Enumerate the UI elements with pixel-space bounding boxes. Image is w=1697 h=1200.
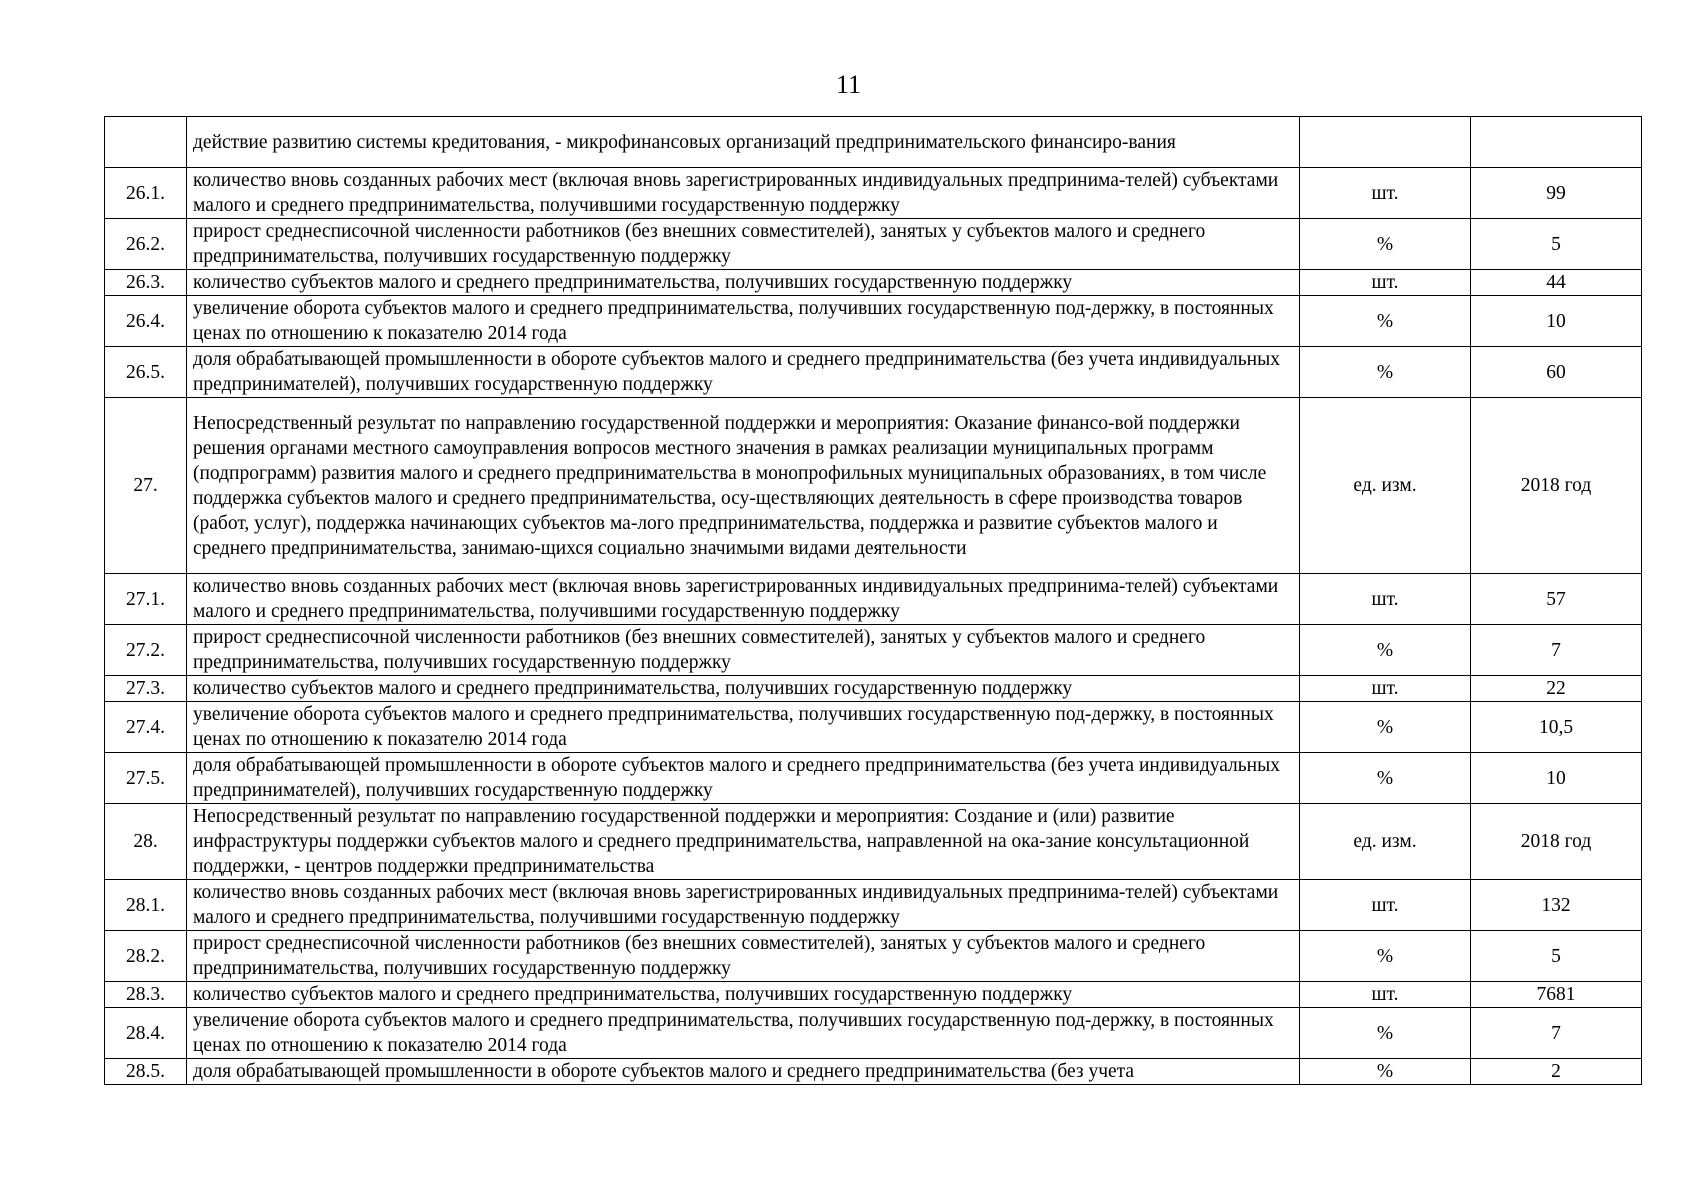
- indicator-text-cell: увеличение оборота субъектов малого и среднего предпринимательства, получивших государственную под-держку, в постоянных ценах по отношению к показателю 2014 года: [187, 1008, 1300, 1059]
- value-cell: 10,5: [1471, 702, 1642, 753]
- row-number-cell: 28.2.: [105, 931, 187, 982]
- value-cell: [1471, 117, 1642, 168]
- indicator-text-cell: количество субъектов малого и среднего предпринимательства, получивших государственную поддержку: [187, 982, 1300, 1008]
- page-number: 11: [835, 70, 862, 99]
- row-number-cell: 28.3.: [105, 982, 187, 1008]
- value-cell: 2018 год: [1471, 398, 1642, 574]
- indicators-table-body: [105, 117, 1642, 1085]
- indicators-table: [104, 116, 1642, 1085]
- row-number-cell: 27.: [105, 398, 187, 574]
- row-number-cell: 26.4.: [105, 296, 187, 347]
- unit-cell: %: [1300, 296, 1471, 347]
- indicator-text-cell: Непосредственный результат по направлению государственной поддержки и мероприятия: Оказание финансо-вой поддержки решения органами местного самоуправления вопросов местного значения в рамках реализации муниципальных программ (подпрограмм) развития малого и среднего предпринимательства в монопрофильных муниципальных образованиях, в том числе поддержка субъектов малого и среднего предпринимательства, осу-ществляющих деятельность в сфере производства товаров (работ, услуг), поддержка начинающих субъектов ма-лого предпринимательства, поддержка и развитие субъектов малого и среднего предпринимательства, занимаю-щихся социально значимыми видами деятельности: [187, 398, 1300, 574]
- indicator-text-cell: прирост среднесписочной численности работников (без внешних совместителей), занятых у субъектов малого и среднего предпринимательства, получивших государственную поддержку: [187, 625, 1300, 676]
- unit-cell: шт.: [1300, 168, 1471, 219]
- unit-cell: %: [1300, 931, 1471, 982]
- row-number-cell: 26.1.: [105, 168, 187, 219]
- indicator-text-cell: прирост среднесписочной численности работников (без внешних совместителей), занятых у субъектов малого и среднего предпринимательства, получивших государственную поддержку: [187, 931, 1300, 982]
- table-row: [105, 702, 1642, 753]
- table-row: [105, 1059, 1642, 1085]
- indicators-table-wrapper: [104, 116, 1641, 1085]
- table-row: [105, 1008, 1642, 1059]
- indicator-text-cell: увеличение оборота субъектов малого и среднего предпринимательства, получивших государственную под-держку, в постоянных ценах по отношению к показателю 2014 года: [187, 296, 1300, 347]
- value-cell: 5: [1471, 219, 1642, 270]
- unit-cell: шт.: [1300, 574, 1471, 625]
- indicator-text-cell: количество вновь созданных рабочих мест (включая вновь зарегистрированных индивидуальных предпринима-телей) субъектами малого и среднего предпринимательства, получившими государственную поддержку: [187, 168, 1300, 219]
- unit-cell: %: [1300, 347, 1471, 398]
- value-cell: 132: [1471, 880, 1642, 931]
- row-number-cell: [105, 117, 187, 168]
- indicator-text-cell: количество вновь созданных рабочих мест (включая вновь зарегистрированных индивидуальных предпринима-телей) субъектами малого и среднего предпринимательства, получившими государственную поддержку: [187, 574, 1300, 625]
- row-number-cell: 27.1.: [105, 574, 187, 625]
- table-row: [105, 347, 1642, 398]
- unit-cell: ед. изм.: [1300, 804, 1471, 880]
- value-cell: 2018 год: [1471, 804, 1642, 880]
- value-cell: 7: [1471, 625, 1642, 676]
- indicator-text-cell: доля обрабатывающей промышленности в обороте субъектов малого и среднего предпринимательства (без учета индивидуальных предпринимателей), получивших государственную поддержку: [187, 753, 1300, 804]
- unit-cell: %: [1300, 219, 1471, 270]
- table-row: [105, 982, 1642, 1008]
- value-cell: 10: [1471, 296, 1642, 347]
- indicator-text-cell: количество субъектов малого и среднего предпринимательства, получивших государственную поддержку: [187, 676, 1300, 702]
- indicator-text-cell: прирост среднесписочной численности работников (без внешних совместителей), занятых у субъектов малого и среднего предпринимательства, получивших государственную поддержку: [187, 219, 1300, 270]
- value-cell: 99: [1471, 168, 1642, 219]
- unit-cell: %: [1300, 625, 1471, 676]
- indicator-text-cell: количество вновь созданных рабочих мест (включая вновь зарегистрированных индивидуальных предпринима-телей) субъектами малого и среднего предпринимательства, получившими государственную поддержку: [187, 880, 1300, 931]
- table-row: [105, 117, 1642, 168]
- indicator-text-cell: увеличение оборота субъектов малого и среднего предпринимательства, получивших государственную под-держку, в постоянных ценах по отношению к показателю 2014 года: [187, 702, 1300, 753]
- table-row: [105, 398, 1642, 574]
- unit-cell: шт.: [1300, 880, 1471, 931]
- table-row: [105, 931, 1642, 982]
- value-cell: 5: [1471, 931, 1642, 982]
- value-cell: 60: [1471, 347, 1642, 398]
- table-row: [105, 753, 1642, 804]
- row-number-cell: 26.2.: [105, 219, 187, 270]
- row-number-cell: 26.5.: [105, 347, 187, 398]
- indicator-text-cell: доля обрабатывающей промышленности в обороте субъектов малого и среднего предпринимательства (без учета: [187, 1059, 1300, 1085]
- row-number-cell: 26.3.: [105, 270, 187, 296]
- table-row: [105, 804, 1642, 880]
- unit-cell: %: [1300, 702, 1471, 753]
- table-row: [105, 880, 1642, 931]
- row-number-cell: 27.3.: [105, 676, 187, 702]
- indicator-text-cell: доля обрабатывающей промышленности в обороте субъектов малого и среднего предпринимательства (без учета индивидуальных предпринимателей), получивших государственную поддержку: [187, 347, 1300, 398]
- row-number-cell: 27.5.: [105, 753, 187, 804]
- table-row: [105, 270, 1642, 296]
- unit-cell: шт.: [1300, 982, 1471, 1008]
- table-row: [105, 168, 1642, 219]
- indicator-text-cell: Непосредственный результат по направлению государственной поддержки и мероприятия: Создание и (или) развитие инфраструктуры поддержки субъектов малого и среднего предпринимательства, направленной на ока-зание консультационной поддержки, - центров поддержки предпринимательства: [187, 804, 1300, 880]
- value-cell: 7: [1471, 1008, 1642, 1059]
- value-cell: 7681: [1471, 982, 1642, 1008]
- unit-cell: [1300, 117, 1471, 168]
- table-row: [105, 219, 1642, 270]
- value-cell: 57: [1471, 574, 1642, 625]
- table-row: [105, 625, 1642, 676]
- indicator-text-cell: действие развитию системы кредитования, - микрофинансовых организаций предпринимательского финансиро-вания: [187, 117, 1300, 168]
- unit-cell: %: [1300, 753, 1471, 804]
- unit-cell: шт.: [1300, 270, 1471, 296]
- unit-cell: шт.: [1300, 676, 1471, 702]
- value-cell: 44: [1471, 270, 1642, 296]
- unit-cell: %: [1300, 1008, 1471, 1059]
- row-number-cell: 28.4.: [105, 1008, 187, 1059]
- row-number-cell: 28.5.: [105, 1059, 187, 1085]
- unit-cell: ед. изм.: [1300, 398, 1471, 574]
- row-number-cell: 27.4.: [105, 702, 187, 753]
- table-row: [105, 574, 1642, 625]
- unit-cell: %: [1300, 1059, 1471, 1085]
- row-number-cell: 27.2.: [105, 625, 187, 676]
- table-row: [105, 296, 1642, 347]
- value-cell: 22: [1471, 676, 1642, 702]
- value-cell: 2: [1471, 1059, 1642, 1085]
- row-number-cell: 28.: [105, 804, 187, 880]
- value-cell: 10: [1471, 753, 1642, 804]
- table-row: [105, 676, 1642, 702]
- indicator-text-cell: количество субъектов малого и среднего предпринимательства, получивших государственную поддержку: [187, 270, 1300, 296]
- row-number-cell: 28.1.: [105, 880, 187, 931]
